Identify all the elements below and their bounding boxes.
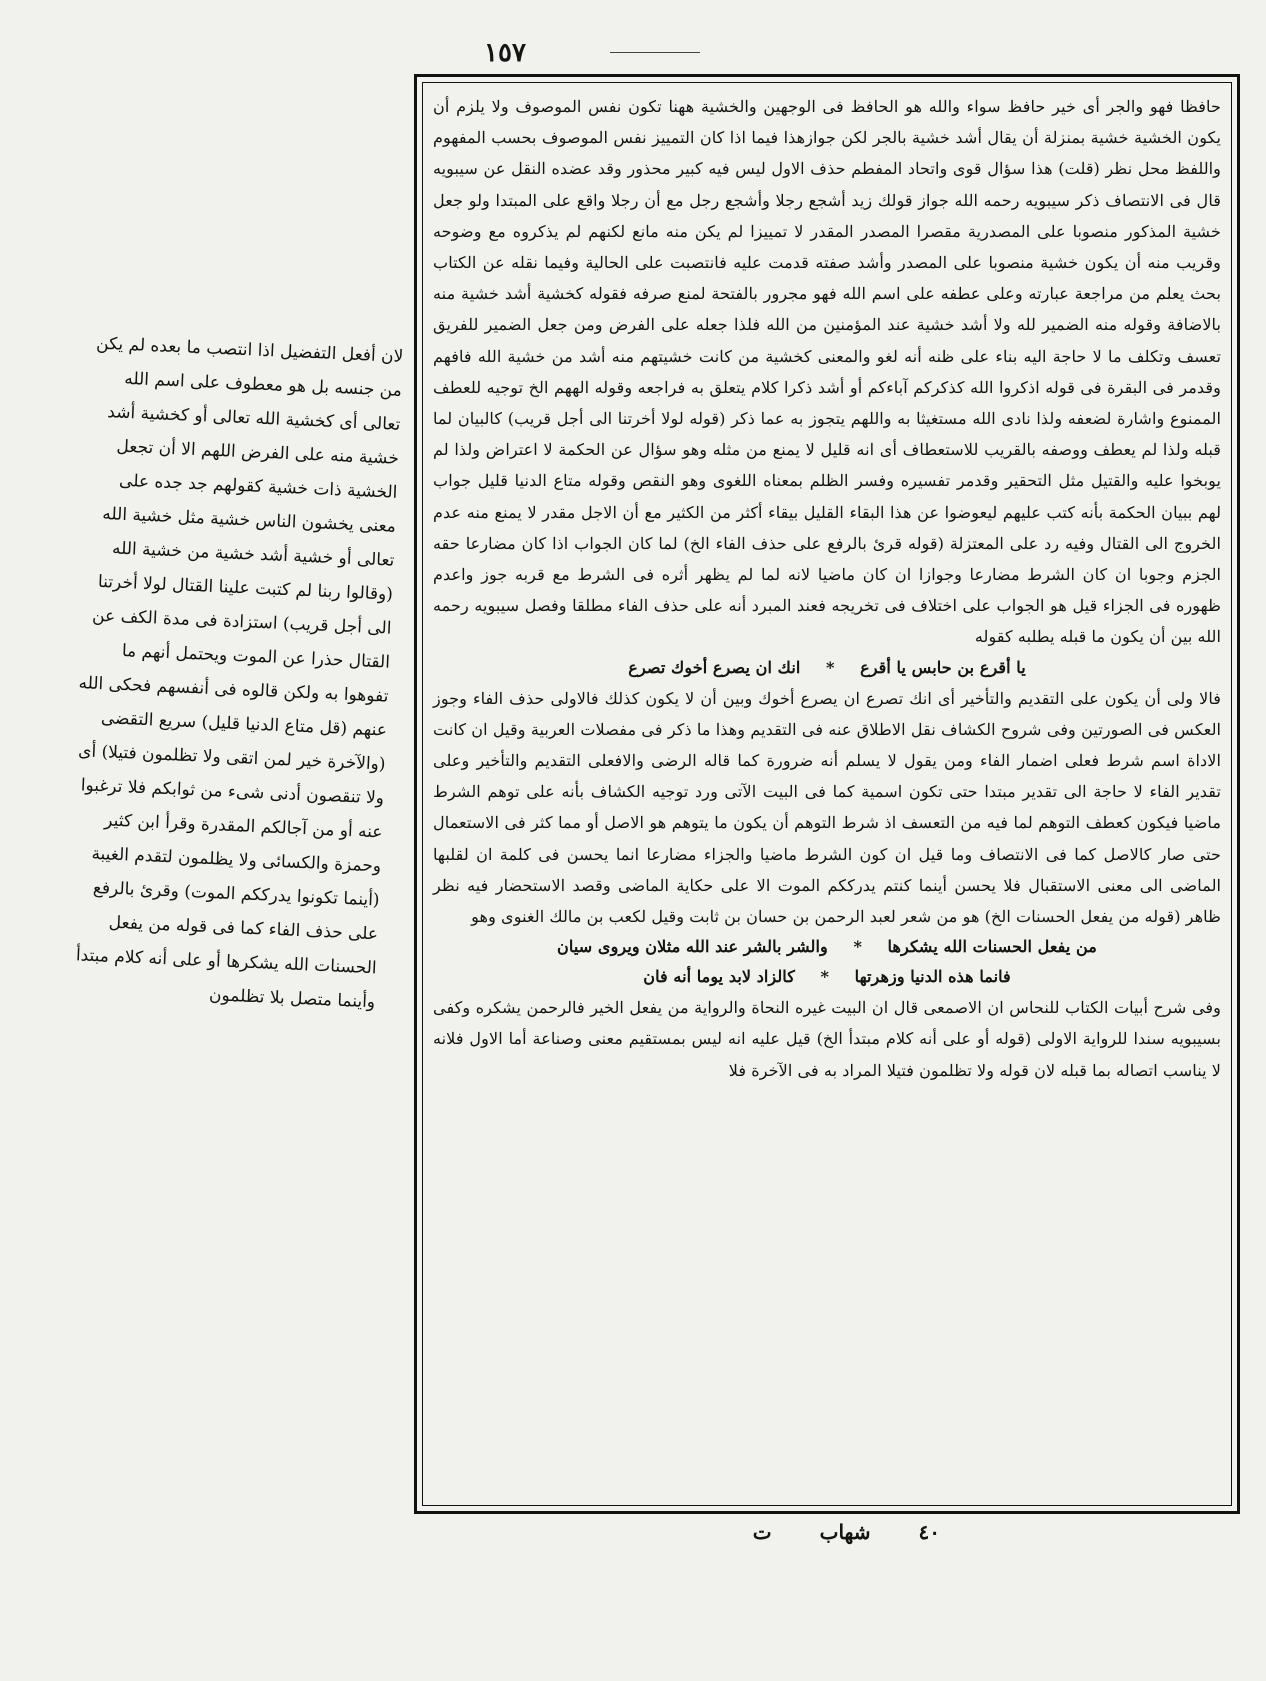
- page-number: ١٥٧: [484, 38, 526, 68]
- text-frame: [422, 82, 1232, 1506]
- footer-page-marker: ٤٠: [918, 1520, 940, 1544]
- margin-commentary: [63, 326, 404, 1019]
- margin-commentary-text: لان أفعل التفضيل اذا انتصب ما بعده لم يكن من جنسه بل هو معطوف على اسم الله تعالى أى كخشية الله تعالى أو كخشية أشد خشية منه على الفرض اللهم الا أن تجعل الخشية ذات خشية كقولهم جد جده على معنى يخشون الناس خشية مثل خشية الله تعالى أو خشية أشد خشية من خشية الله (وقالوا ربنا لم كتبت علينا القتال لولا أخرتنا الى أجل قريب) استزادة فى مدة الكف عن القتال حذرا عن الموت ويحتمل أنهم ما تفوهوا به ولكن قالوه فى أنفسهم فحكى الله عنهم (قل متاع الدنيا قليل) سريع التقضى (والآخرة خير لمن اتقى ولا تظلمون فتيلا) أى ولا تنقصون أدنى شىء من ثوابكم فلا ترغبوا عنه أو من آجالكم المقدرة وقرأ ابن كثير وحمزة والكسائى ولا يظلمون لتقدم الغيبة (أينما تكونوا يدرككم الموت) وقرئ بالرفع على حذف الفاء كما فى قوله من يفعل الحسنات الله يشكرها أو على أنه كلام مبتدأ وأينما متصل بلا تظلمون: [75, 333, 404, 1013]
- verse-3-first-hemistich: فانما هذه الدنيا وزهرتها: [854, 967, 1011, 987]
- verse-3-second-hemistich: كالزاد لابد يوما أنه فان: [643, 967, 795, 987]
- verse-1-first-hemistich: يا أقرع بن حابس يا أقرع: [860, 657, 1026, 677]
- header-rule: [610, 52, 700, 53]
- verse-2: [433, 932, 1221, 962]
- verse-3: [433, 962, 1221, 992]
- footer-book-title: شهاب: [819, 1520, 871, 1544]
- verse-2-first-hemistich: من يفعل الحسنات الله يشكرها: [887, 937, 1097, 957]
- main-paragraph-2: فالا ولى أن يكون على التقديم والتأخير أى انك تصرع ان يصرع أخوك وبين أن لا يكون كذلك فالاولى حذف الفاء وجوز العكس فى الصورتين وفى شروح الكشاف نقل الاطلاق عنه فى التقديم وهذا ما ذكر فى مفصلات العربية وقيل ان كانت الاداة اسم شرط فعلى اضمار الفاء ومن يقول لا يسلم أنه ضرورة كما قاله الرضى والافعلى التقديم والتأخير وعلى تقدير الفاء لا حاجة الى تقدير مبتدا حتى تكون اسمية كما فى البيت الآتى ورد توجيه الكشاف بأنه على توهم الشرط ماضيا فيكون كعطف التوهم لما فيه من التعسف اذ شرط التوهم أن يكون ما يتوهم هو الاصل أو مما كثر فى الاستعمال حتى صار كالاصل كما فى الانتصاف وما قيل ان كون الشرط ماضيا والجزاء مضارعا انما يحسن فى كلمة ان لقلبها الماضى الى معنى الاستقبال فلا يحسن أينما كنتم يدرككم الموت الا على حكاية الماضى وقصد الاستحضار فيه نظر ظاهر (قوله من يفعل الحسنات الخ) هو من شعر لعبد الرحمن بن حسان بن ثابت وقيل لكعب بن مالك الغنوى وهو: [433, 688, 1221, 927]
- verse-separator: *: [825, 657, 835, 677]
- verse-2-second-hemistich: والشر بالشر عند الله مثلان ويروى سيان: [557, 937, 828, 957]
- footer-part-letter: ت: [752, 1520, 772, 1544]
- verse-separator: *: [820, 967, 830, 987]
- main-paragraph-3: وفى شرح أبيات الكتاب للنحاس ان الاصمعى قال ان البيت غيره النحاة والرواية من يفعل الخير فالرحمن يشكره وكفى بسيبويه سندا للرواية الاولى (قوله أو على أنه كلام مبتدأ الخ) قيل عليه انه ليس بمستقيم معنى وصناعة أما الاول فلانه لا يناسب اتصاله بما قبله لان قوله ولا تظلمون فتيلا المراد به فى الآخرة فلا: [433, 998, 1221, 1080]
- verse-separator: *: [853, 937, 862, 957]
- verse-1: [433, 653, 1221, 683]
- main-paragraph-1: حافظا فهو والجر أى خير حافظ سواء والله هو الحافظ فى الوجهين والخشية ههنا تكون نفس الموصوف ولا يلزم أن يكون الخشية خشية بمنزلة أن يقال أشد خشية بالجر لكن جوازهذا فيما اذا كان التمييز نفس الموصوف بحسب المفهوم واللفظ محل نظر (قلت) هذا سؤال قوى واتحاد المفطم حذف الاول ليس فيه كبير محذور وقد عضده النقل عن سيبويه قال فى الانتصاف ذكر سيبويه رحمه الله جواز قولك زيد أشجع رجلا وأشجع رجل مع أن رجلا واقع على المبتدا ولو جعل خشية المذكور منصوبا على المصدرية مقصرا المصدر المقدر لا تمييزا لم يكن منه مانع لكنهم لم يذكروه مع وضوحه وقريب منه أن يكون خشية منصوبا على المصدر وأشد صفته قدمت عليه فانتصبت على الحالية وفيما نقله عن الكتاب بحث يعلم من مراجعة عبارته وعلى عطفه على اسم الله فهو مجرور بالفتحة لمنع صرفه فقوله كخشية أشد خشية منه بالاضافة وقوله منه الضمير لله ولا أشد خشية عند المؤمنين من الله فلذا جعله على الفرض ومن جعل الضمير للفريق تعسف وتكلف ما لا حاجة اليه بناء على ظنه أنه لغو والمعنى كخشية من كانت خشيتهم منه أشد من خشية الله فافهم وقدمر فى البقرة فى قوله اذكروا الله كذكركم آباءكم أو أشد ذكرا كلام يتعلق به فراجعه وقوله الههم الخ توجيه للعطف الممنوع واشارة لضعفه ولذا نادى الله مستغيثا به واللهم يتجوز به عما ذكر (قوله لولا أخرتنا الى أجل قريب) كالبيان لما قبله ولذا لم يعطف ووصفه بالقريب للاستعطاف أى انه قليل لا يمنع من مثله وهو سؤال عن الحكمة لا اعتراض ولذا لم يوبخوا عليه والقتيل مثل التحقير وقدمر تفسيره وفسر الظلم بمعناه اللغوى وهو النقص وقوله متاع الدنيا قليل جواب لهم ببيان الحكمة بأنه كتب عليهم ليعوضوا عن هذا البقاء القليل بيقاء أكثر من الكثير مع أن الاجل مقدر لا يمنع منه عدم الخروج الى القتال وفيه رد على المعتزلة (قوله قرئ بالرفع على حذف الفاء الخ) لما كان الجواب اذا كان مضارعا حقه الجزم وجوبا ان كان الشرط مضارعا وجوازا ان كان ماضيا لانه لما لم يظهر أثره فى الشرط مع قربه جوز واعدم ظهوره فى الجزاء قيل هو الجواب على اختلاف فى تخريجه فعند المبرد أنه على حذف الفاء مطلقا وفصل سيبويه رحمه الله بين أن يكون ما قبله يطلبه كقوله: [433, 97, 1221, 647]
- page-footer: [640, 1520, 940, 1544]
- verse-1-second-hemistich: انك ان يصرع أخوك تصرع: [628, 657, 801, 677]
